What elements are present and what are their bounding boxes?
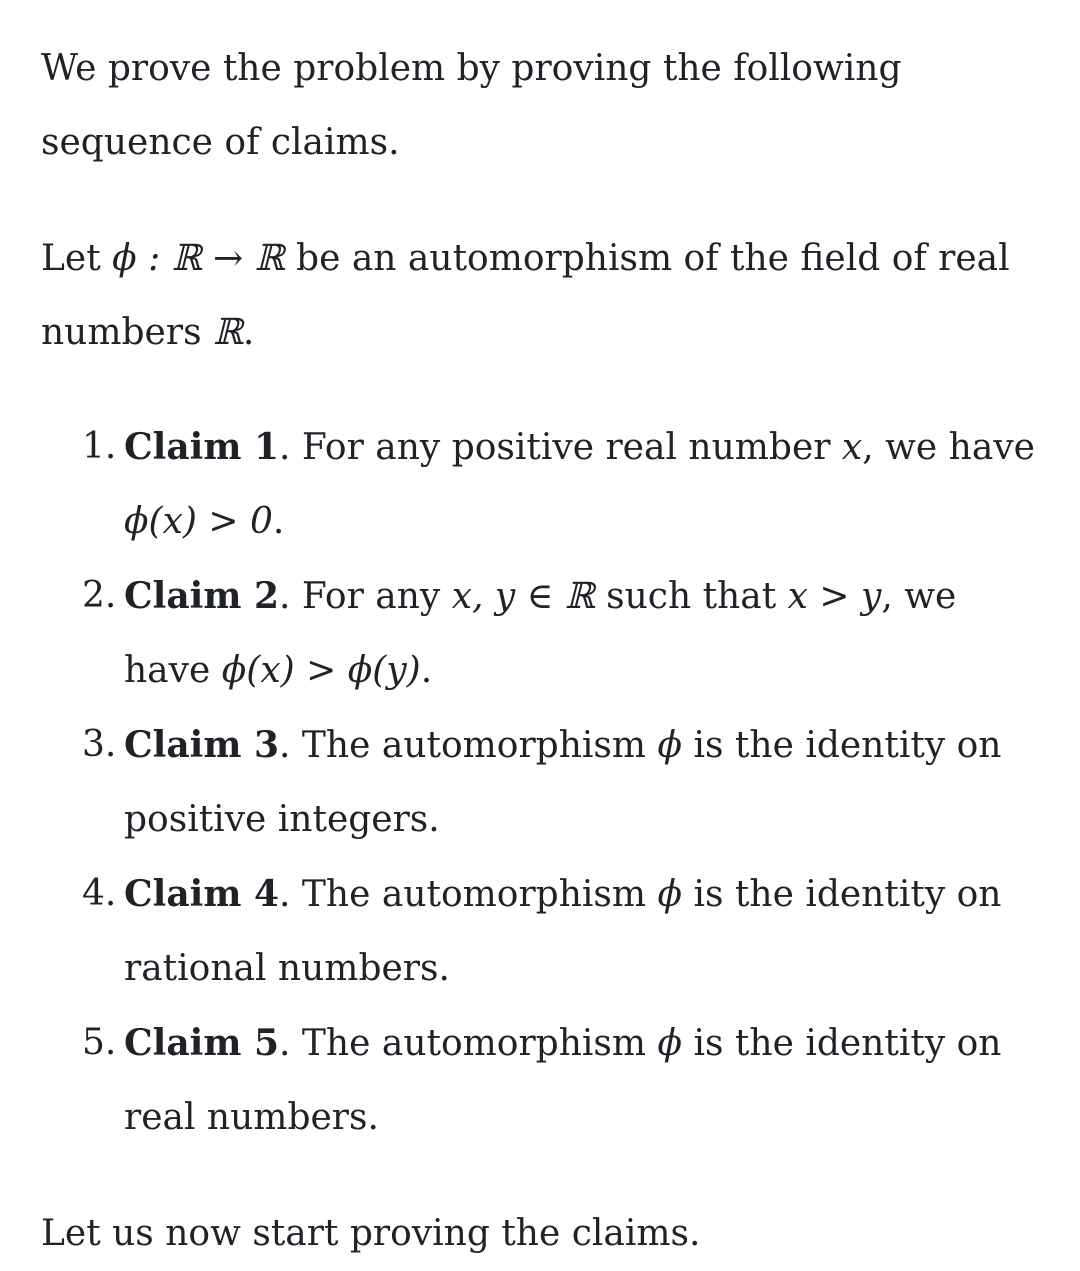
claim-item-3 bbox=[41, 708, 1041, 857]
claim-math: x bbox=[841, 427, 863, 468]
claim-math: ϕ bbox=[657, 725, 683, 766]
claim-title: Claim 1 bbox=[124, 426, 280, 468]
claim-text: is the identity on positive integers. bbox=[124, 725, 1002, 840]
claims-list bbox=[41, 410, 1041, 1155]
claim-math: ϕ(x) > ϕ(y) bbox=[221, 650, 421, 691]
claim-math: x > y bbox=[787, 576, 882, 617]
document-body bbox=[41, 32, 1041, 1271]
claim-math: ϕ(x) > 0 bbox=[124, 501, 273, 542]
claim-separator: . bbox=[279, 576, 291, 617]
claim-separator: . bbox=[279, 1023, 291, 1064]
claim-title: Claim 4 bbox=[124, 873, 280, 915]
claim-number: 1. bbox=[82, 426, 117, 467]
claim-text: For any bbox=[301, 576, 441, 617]
claim-separator: . bbox=[279, 725, 291, 766]
claim-math: x, y ∈ ℝ bbox=[451, 576, 595, 617]
claim-text: The automorphism bbox=[301, 874, 647, 915]
claim-title: Claim 5 bbox=[124, 1022, 280, 1064]
map-formula: ϕ : ℝ → ℝ bbox=[112, 238, 285, 279]
claim-text: such that bbox=[606, 576, 777, 617]
intro-paragraph bbox=[41, 32, 1041, 180]
claim-title: Claim 2 bbox=[124, 575, 280, 617]
claim-separator: . bbox=[279, 427, 291, 468]
claim-text: , we have bbox=[862, 427, 1035, 468]
claim-text: The automorphism bbox=[301, 1023, 647, 1064]
claim-item-1 bbox=[41, 410, 1041, 559]
claim-text: , we have bbox=[124, 576, 957, 691]
claim-item-4 bbox=[41, 857, 1041, 1006]
setup-end: . bbox=[242, 312, 255, 353]
claim-text: . bbox=[420, 650, 433, 691]
claim-title: Claim 3 bbox=[124, 724, 280, 766]
claim-item-2 bbox=[41, 559, 1041, 708]
setup-lead: Let bbox=[41, 238, 101, 279]
field-symbol: ℝ bbox=[213, 312, 243, 353]
intro-text: We prove the problem by proving the following sequence of claims. bbox=[41, 48, 902, 163]
closing-text: Let us now start proving the claims. bbox=[41, 1213, 701, 1254]
claim-text: is the identity on rational numbers. bbox=[124, 874, 1002, 989]
claim-item-5 bbox=[41, 1006, 1041, 1155]
claim-number: 4. bbox=[82, 873, 117, 914]
setup-middle: be an automorphism of the field of real numbers bbox=[41, 238, 1010, 353]
claim-number: 5. bbox=[82, 1022, 117, 1063]
claim-math: ϕ bbox=[657, 1023, 683, 1064]
claim-number: 3. bbox=[82, 724, 117, 765]
claim-math: ϕ bbox=[657, 874, 683, 915]
claim-text: The automorphism bbox=[301, 725, 647, 766]
claim-text: For any positive real number bbox=[301, 427, 831, 468]
claim-number: 2. bbox=[82, 575, 117, 616]
setup-paragraph bbox=[41, 222, 1041, 370]
claim-text: . bbox=[272, 501, 285, 542]
claim-text: is the identity on real numbers. bbox=[124, 1023, 1002, 1138]
claim-separator: . bbox=[279, 874, 291, 915]
